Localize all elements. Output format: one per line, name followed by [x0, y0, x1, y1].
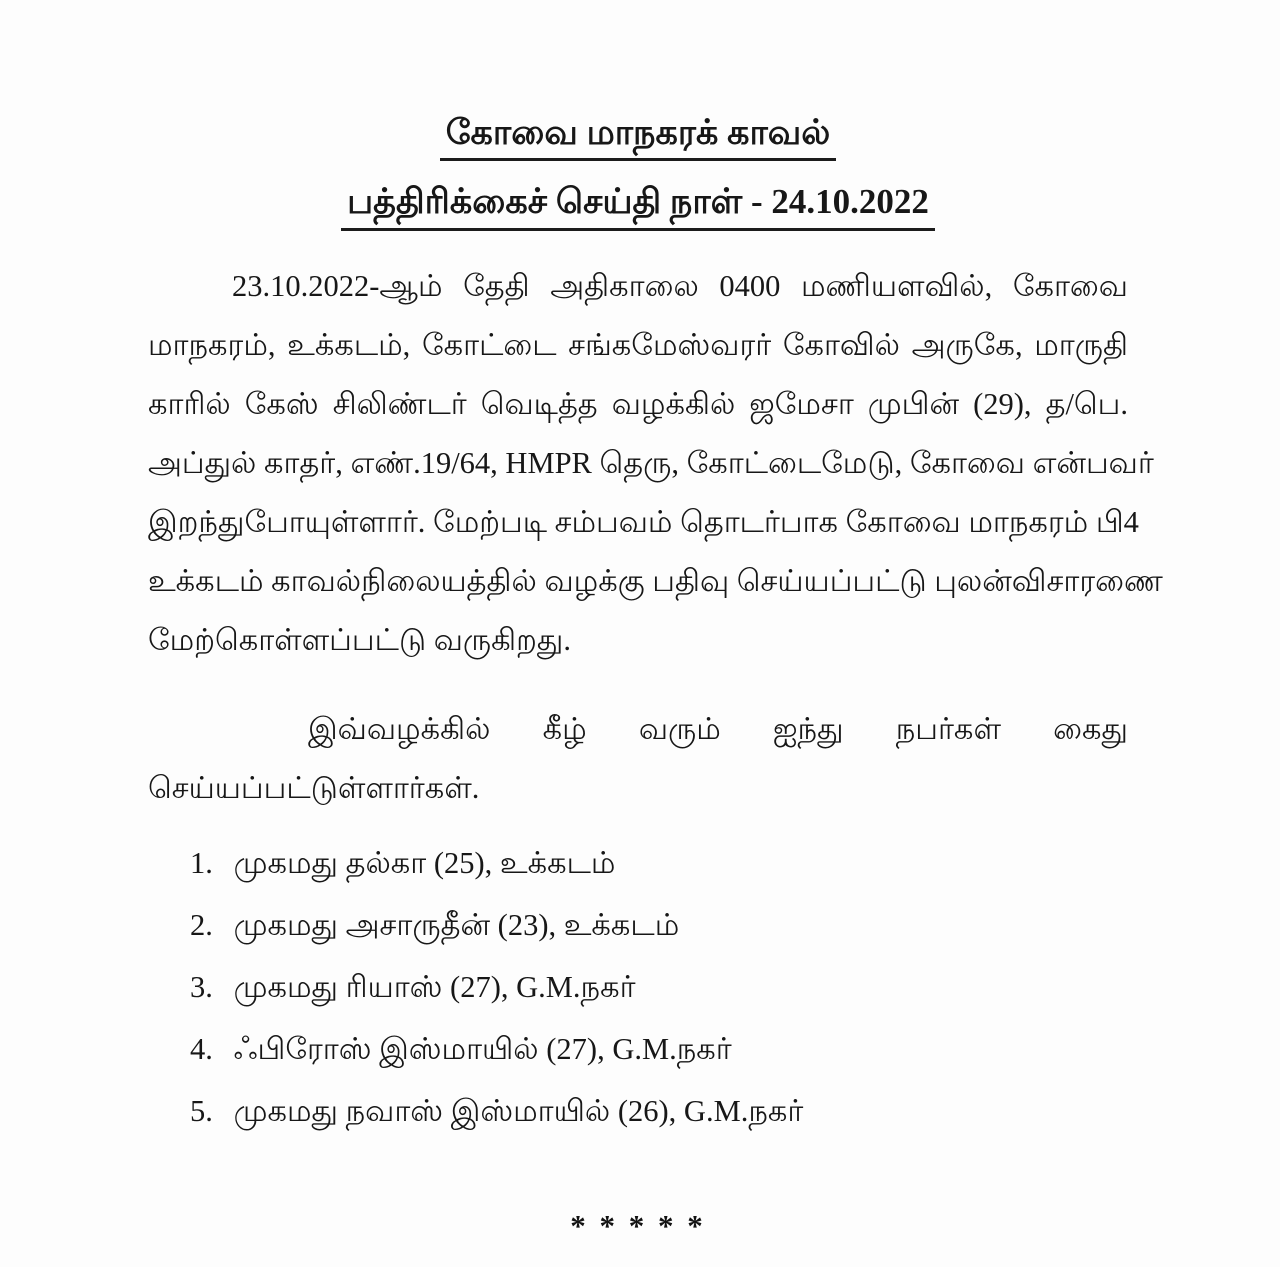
- body-line: உக்கடம் காவல்நிலையத்தில் வழக்கு பதிவு செய்யப்பட்டு புலன்விசாரணை: [148, 563, 1163, 598]
- case-paragraph: [148, 257, 1163, 670]
- word: கீழ்: [542, 711, 587, 746]
- item-text: முகமது அசாருதீன் (23), உக்கடம்: [233, 907, 680, 942]
- item-number: 3.: [190, 969, 213, 1004]
- body-line: காரில் கேஸ் சிலிண்டர் வெடித்த வழக்கில் ஜமேசா முபின் (29), த/பெ.: [148, 386, 1128, 421]
- arrest-paragraph-line-1: [148, 700, 1128, 759]
- list-item: [190, 832, 1128, 894]
- word: இவ்வழக்கில்: [308, 711, 491, 746]
- item-text: ஃபிரோஸ் இஸ்மாயில் (27), G.M.நகர்: [233, 1031, 732, 1066]
- word: வரும்: [638, 711, 721, 746]
- body-line: 23.10.2022-ஆம் தேதி அதிகாலை 0400 மணியளவில், கோவை: [232, 268, 1128, 303]
- list-item: [190, 894, 1128, 956]
- page-subtitle-text: பத்திரிக்கைச் செய்தி நாள் - 24.10.2022: [341, 181, 935, 230]
- page-title: [148, 112, 1128, 161]
- page-title-text: கோவை மாநகரக் காவல்: [440, 112, 837, 161]
- page-subtitle: [148, 181, 1128, 230]
- arrest-list: [148, 832, 1128, 1142]
- item-number: 1.: [190, 845, 213, 880]
- list-item: [190, 1018, 1128, 1080]
- word: ஐந்து: [773, 711, 844, 746]
- arrest-paragraph-line-2: செய்யப்பட்டுள்ளார்கள்.: [148, 770, 480, 805]
- end-separator: * * * * *: [570, 1207, 706, 1243]
- item-number: 5.: [190, 1093, 213, 1128]
- body-line: அப்துல் காதர், எண்.19/64, HMPR தெரு, கோட்டைமேடு, கோவை என்பவர்: [148, 445, 1154, 480]
- arrest-paragraph: [148, 700, 1128, 818]
- body-line: இறந்துபோயுள்ளார். மேற்படி சம்பவம் தொடர்பாக கோவை மாநகரம் பி4: [148, 504, 1139, 539]
- item-text: முகமது ரியாஸ் (27), G.M.நகர்: [233, 969, 636, 1004]
- list-item: [190, 1080, 1128, 1142]
- word: கைது: [1053, 711, 1128, 746]
- item-text: முகமது நவாஸ் இஸ்மாயில் (26), G.M.நகர்: [233, 1093, 804, 1128]
- body-line: மேற்கொள்ளப்பட்டு வருகிறது.: [148, 622, 571, 657]
- word: நபர்கள்: [895, 711, 1001, 746]
- item-number: 4.: [190, 1031, 213, 1066]
- list-item: [190, 956, 1128, 1018]
- item-number: 2.: [190, 907, 213, 942]
- body-line: மாநகரம், உக்கடம், கோட்டை சங்கமேஸ்வரர் கோவில் அருகே, மாருதி: [148, 327, 1128, 362]
- item-text: முகமது தல்கா (25), உக்கடம்: [233, 845, 616, 880]
